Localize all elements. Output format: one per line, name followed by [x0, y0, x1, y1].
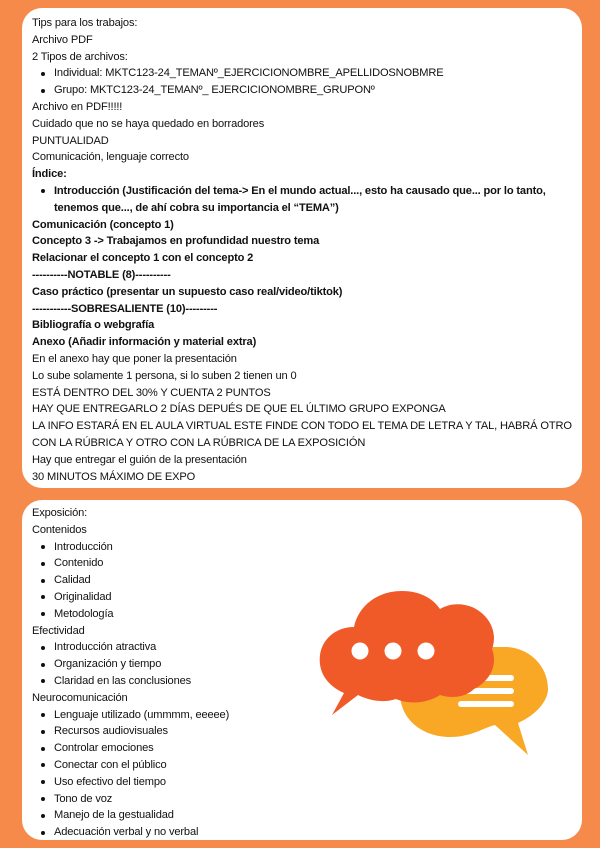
list-item: Adecuación verbal y no verbal: [54, 824, 572, 841]
list-item: Introducción: [54, 539, 572, 556]
efectividad-heading: Efectividad: [32, 624, 85, 637]
bibliografia: Bibliografía o webgrafía: [32, 319, 155, 332]
list-item: Recursos audiovisuales: [54, 723, 572, 740]
contenidos-heading: Contenidos: [32, 523, 87, 536]
comunicacion-note: Comunicación, lenguaje correcto: [32, 151, 189, 164]
list-item: Controlar emociones: [54, 740, 572, 757]
minutos-note: 30 MINUTOS MÁXIMO DE EXPO: [32, 470, 196, 483]
sobresaliente-divider: -----------SOBRESALIENTE (10)---------: [32, 302, 218, 315]
neurocomunicacion-heading: Neurocomunicación: [32, 691, 128, 704]
indice-list: [32, 183, 572, 217]
borradores-note: Cuidado que no se haya quedado en borradores: [32, 117, 265, 130]
tips-title: Tips para los trabajos:: [32, 17, 138, 29]
list-item: Contenido: [54, 555, 572, 572]
indice-heading: Índice:: [32, 168, 67, 181]
concepto-3: Concepto 3 -> Trabajamos en profundidad nuestro tema: [32, 235, 320, 248]
anexo: Anexo (Añadir información y material extra): [32, 336, 257, 349]
list-item: Introducción (Justificación del tema-> En el mundo actual..., esto ha causado que... por lo tanto, tenemos que..., de ahí cobra su importancia el “TEMA”): [54, 183, 572, 217]
puntualidad: PUNTUALIDAD: [32, 134, 109, 147]
chat-bubbles-icon: [300, 575, 560, 765]
info-aula-line-1: LA INFO ESTARÁ EN EL AULA VIRTUAL ESTE FINDE CON TODO EL TEMA DE LETRA Y TAL, HABRÁ OTRO: [32, 420, 572, 433]
list-item: Manejo de la gestualidad: [54, 807, 572, 824]
tipos-list: [32, 65, 572, 99]
list-item: Claridad en las conclusiones: [54, 673, 572, 690]
list-item: Grupo: MKTC123-24_TEMANº_ EJERCICIONOMBRE_GRUPONº: [54, 82, 572, 99]
notable-divider: ----------NOTABLE (8)----------: [32, 268, 171, 281]
porcentaje-note: ESTÁ DENTRO DEL 30% Y CUENTA 2 PUNTOS: [32, 386, 271, 399]
archivo-en-pdf: Archivo en PDF!!!!!: [32, 100, 123, 113]
entregar-note: HAY QUE ENTREGARLO 2 DÍAS DEPUÉS DE QUE EL ÚLTIMO GRUPO EXPONGA: [32, 403, 446, 416]
anexo-presentacion: En el anexo hay que poner la presentación: [32, 352, 237, 365]
caso-practico: Caso práctico (presentar un supuesto caso real/video/tiktok): [32, 285, 343, 298]
archivo-pdf: Archivo PDF: [32, 33, 93, 46]
tips-card: [22, 8, 582, 488]
list-item: Uso efectivo del tiempo: [54, 774, 572, 791]
list-item: Originalidad: [54, 589, 572, 606]
guion-note: Hay que entregar el guión de la presentación: [32, 453, 247, 466]
list-item: Individual: MKTC123-24_TEMANº_EJERCICIONOMBRE_APELLIDOSNOBMRE: [54, 65, 572, 82]
sube-una-persona: Lo sube solamente 1 persona, si lo suben 2 tienen un 0: [32, 369, 297, 382]
tipos-archivos: 2 Tipos de archivos:: [32, 50, 128, 63]
list-item: Calidad: [54, 572, 572, 589]
exposicion-title: Exposición:: [32, 507, 88, 519]
list-item: Tono de voz: [54, 791, 572, 808]
list-item: Introducción atractiva: [54, 639, 572, 656]
concepto-1: Comunicación (concepto 1): [32, 218, 174, 231]
relacionar-conceptos: Relacionar el concepto 1 con el concepto 2: [32, 252, 254, 265]
list-item: Metodología: [54, 606, 572, 623]
list-item: Organización y tiempo: [54, 656, 572, 673]
info-aula-line-2: CON LA RÚBRICA Y OTRO CON LA RÚBRICA DE LA EXPOSICIÓN: [32, 436, 366, 449]
list-item: Lenguaje utilizado (ummmm, eeeee): [54, 707, 572, 724]
list-item: Conectar con el público: [54, 757, 572, 774]
